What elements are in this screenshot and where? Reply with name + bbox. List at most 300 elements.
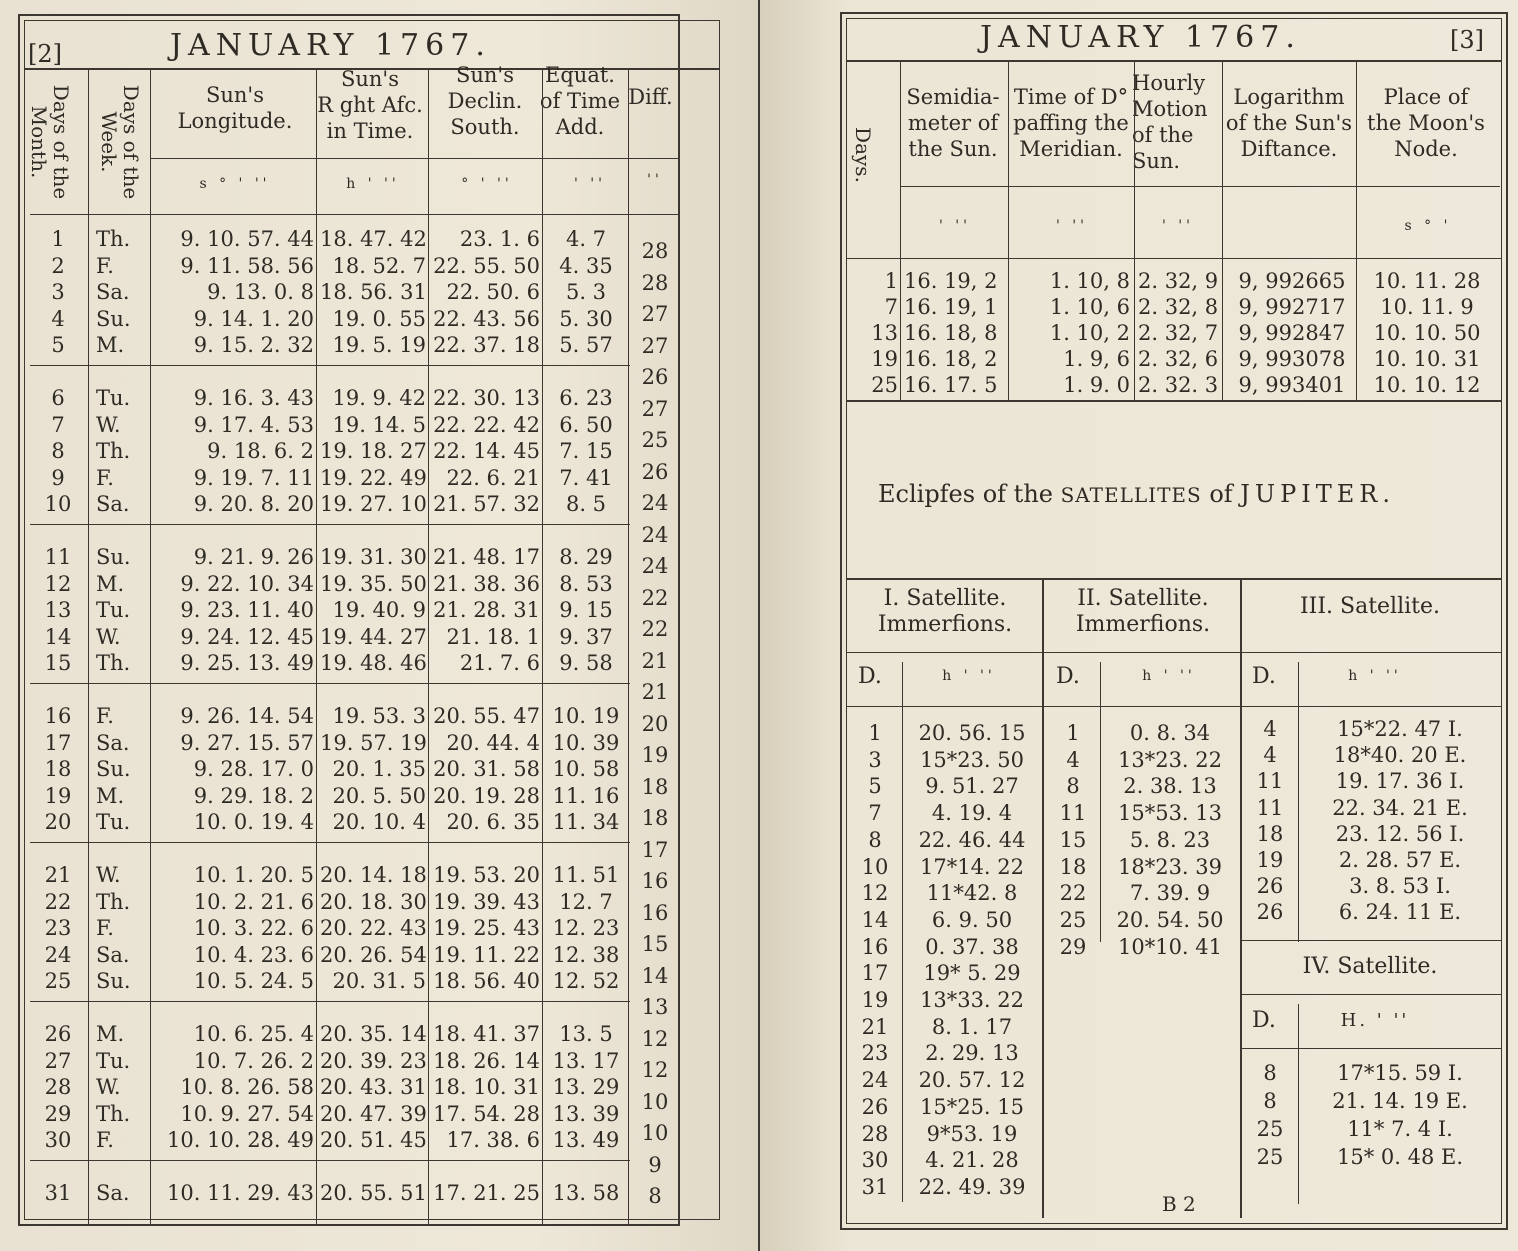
sat1-time: 9*53. 19 [926,1121,1018,1146]
right-col-rule-1 [900,60,901,400]
sun-declination: 20. 19. 28 [433,783,540,808]
sat1-day: 5 [868,774,882,799]
sat3-time: 3. 8. 53 I. [1349,874,1451,899]
sat1-d-rule [902,662,903,1202]
sat3-time: 22. 34. 21 E. [1332,795,1468,820]
sat3-time: 23. 12. 56 I. [1335,821,1465,846]
sun-right-ascension: 19. 40. 9 [332,598,426,623]
unit-semidiameter: ' '' [939,218,971,234]
equation-of-time: 4. 35 [559,253,613,278]
left-group-rule [30,683,630,684]
sat2-day: 8 [1066,774,1080,799]
sun-declination: 19. 39. 43 [433,889,540,914]
sat4-day: 8 [1263,1089,1277,1113]
diff-value: 27 [641,302,669,326]
day-of-week: Th. [96,651,131,676]
sat1-time: 8. 1. 17 [931,1014,1013,1039]
sat3-time: 15*22. 47 I. [1337,717,1463,741]
sat1-day: 3 [868,747,882,772]
right-header-rule [846,60,1502,62]
day-of-week: M. [96,571,125,596]
diff-value: 18 [641,806,669,830]
diff-value: 28 [641,270,669,295]
day-of-month: 27 [44,1048,72,1073]
sun-right-ascension: 18. 47. 42 [320,227,427,251]
day-of-month: 18 [44,757,72,782]
diff-value: 17 [641,837,669,862]
sat1-time: 4. 21. 28 [925,1148,1019,1173]
sat1-day: 12 [861,881,889,906]
sun-right-ascension: 20. 35. 14 [320,1022,427,1046]
diff-value: 26 [641,459,669,484]
sun-longitude: 9. 22. 10. 34 [180,571,314,596]
col-header-diff: Diff. [628,85,673,109]
day-of-week: F. [96,916,114,941]
sun-longitude: 9. 27. 15. 57 [180,730,314,755]
sat1-time: 2. 29. 13 [925,1041,1019,1066]
equation-of-time: 5. 3 [565,280,607,305]
diff-value: 24 [641,554,669,578]
sat2-time: 2. 38. 13 [1123,774,1217,799]
equation-of-time: 13. 58 [552,1181,620,1205]
sat3-day: 26 [1256,900,1284,925]
sun-declination: 20. 55. 47 [433,704,540,728]
diff-value: 15 [641,932,669,956]
day-of-week: Sa. [96,730,130,755]
sat2-day: 1 [1066,721,1080,745]
sun-declination: 18. 41. 37 [433,1022,540,1046]
sat1-time: 9. 51. 27 [925,774,1019,799]
day-of-month: 29 [44,1101,72,1126]
day-of-week: F. [96,465,114,490]
sun-longitude: 10. 4. 23. 6 [193,942,314,967]
moon-node-value: 10. 10. 31 [1373,347,1481,371]
moon-node-value: 10. 11. 28 [1373,269,1481,293]
sun-right-ascension: 20. 31. 5 [332,969,426,994]
left-body-top-rule [30,214,680,215]
unit-equat: ' '' [574,176,606,192]
days-value: 1 [884,269,898,293]
sun-longitude: 9. 23. 11. 40 [180,598,314,623]
sun-right-ascension: 20. 14. 18 [320,863,427,887]
time-passing-value: 1. 10, 8 [1049,269,1130,293]
sun-longitude: 10. 0. 19. 4 [193,810,314,835]
sun-longitude: 10. 8. 26. 58 [180,1075,314,1100]
sun-declination: 18. 10. 31 [433,1075,540,1100]
sat1-day: 14 [861,907,889,932]
sat-rule-1 [1042,578,1044,1218]
day-of-month: 5 [51,333,65,358]
diff-value: 16 [641,869,669,893]
unit-declin: ° ' '' [461,176,513,192]
sun-right-ascension: 19. 18. 27 [320,439,427,464]
diff-value: 19 [641,743,669,767]
sat3-time: 6. 24. 11 E. [1338,900,1462,925]
left-col-rule-2 [150,68,151,1224]
unit-longitude: s ° ' '' [199,176,271,192]
right-col-rule-5 [1356,60,1357,400]
sat3-day: 4 [1263,743,1277,768]
sat1-time: 4. 19. 4 [931,801,1013,826]
equation-of-time: 12. 7 [559,889,613,914]
sat3-time: 2. 28. 57 E. [1338,848,1462,872]
equation-of-time: 13. 49 [552,1128,620,1153]
sun-declination: 21. 48. 17 [433,545,540,569]
sun-right-ascension: 20. 1. 35 [332,757,426,782]
sun-longitude: 9. 29. 18. 2 [193,783,314,808]
day-of-week: W. [96,624,121,649]
sat1-day: 23 [861,1041,889,1066]
sat4-units-rule [1240,1048,1502,1049]
sat3-unit: h ' '' [1348,668,1402,684]
logarithm-value: 9, 992717 [1238,295,1346,319]
hourly-motion-value: 2. 32. 3 [1138,373,1219,397]
sat1-title: I. Satellite. Immerfions. [877,586,1013,637]
day-of-week: F. [96,1128,114,1153]
sat1-day: 31 [861,1174,889,1199]
sun-declination: 22. 37. 18 [433,333,540,358]
sat4-time: 15* 0. 48 E. [1336,1145,1463,1169]
day-of-week: Tu. [96,810,131,835]
equation-of-time: 11. 34 [552,810,620,835]
logarithm-value: 9, 992847 [1238,321,1346,345]
time-passing-value: 1. 9. 0 [1063,373,1130,397]
unit-right-asc: h ' '' [346,176,400,192]
sun-right-ascension: 19. 0. 55 [332,306,426,331]
sat2-time: 18*23. 39 [1117,854,1222,879]
day-of-week: F. [96,704,114,728]
sun-right-ascension: 20. 55. 51 [320,1181,427,1205]
sat3-title: III. Satellite. [1299,594,1441,619]
diff-value: 9 [648,1152,662,1177]
sun-longitude: 10. 3. 22. 6 [193,916,314,941]
day-of-month: 19 [44,783,72,808]
equation-of-time: 9. 58 [559,651,613,676]
right-col-rule-3 [1134,60,1135,400]
sat1-time: 11*42. 8 [926,881,1018,906]
sat1-d-label: D. [858,664,882,689]
col-header-equat: Equat. of Time Add. [539,63,621,139]
equation-of-time: 13. 39 [552,1101,620,1126]
sun-longitude: 9. 15. 2. 32 [193,333,314,358]
sun-right-ascension: 19. 44. 27 [320,624,427,649]
sun-right-ascension: 20. 47. 39 [320,1101,427,1126]
sat1-day: 7 [868,801,882,826]
sat2-day: 15 [1059,827,1087,852]
day-of-month: 1 [51,227,65,251]
sun-declination: 22. 22. 42 [433,412,540,437]
logarithm-value: 9, 993401 [1238,373,1346,397]
day-of-month: 8 [51,439,65,464]
equation-of-time: 7. 41 [559,465,613,490]
unit-hourly: ' '' [1162,218,1194,234]
equation-of-time: 10. 39 [552,730,620,755]
sat2-day: 4 [1066,747,1080,772]
diff-value: 21 [641,648,669,673]
day-of-month: 15 [44,651,72,676]
day-of-week: Th. [96,439,131,464]
sun-longitude: 9. 17. 4. 53 [193,412,314,437]
sun-right-ascension: 18. 56. 31 [320,280,427,305]
hourly-motion-value: 2. 32, 6 [1138,347,1219,371]
sat4-day: 25 [1256,1117,1284,1141]
diff-value: 18 [641,774,669,799]
day-of-month: 2 [51,253,65,278]
hourly-motion-value: 2. 32, 8 [1138,295,1219,319]
sat3-time: 19. 17. 36 I. [1335,769,1465,794]
left-page-number: [2] [28,40,62,68]
day-of-week: F. [96,253,114,278]
day-of-month: 25 [44,969,72,994]
logarithm-value: 9, 992665 [1238,269,1346,293]
sat2-time: 20. 54. 50 [1116,907,1224,932]
semidiameter-value: 16. 19, 2 [904,269,998,293]
sat2-day: 22 [1059,881,1087,906]
left-col-rule-5 [542,68,543,1224]
day-of-week: Th. [96,1101,131,1126]
sat1-unit: h ' '' [942,668,996,684]
diff-value: 25 [641,428,669,452]
time-passing-value: 1. 10, 2 [1049,321,1130,345]
equation-of-time: 12. 52 [552,969,620,994]
sat4-top-rule [1240,940,1502,941]
right-page-number: [3] [1450,26,1484,54]
day-of-week: Su. [96,545,131,569]
day-of-week: M. [96,333,125,358]
sat1-day: 30 [861,1148,889,1173]
day-of-month: 28 [44,1075,72,1100]
equation-of-time: 8. 5 [565,492,607,517]
diff-value: 24 [641,491,669,515]
left-col-rule-1 [88,68,89,1224]
day-of-month: 13 [44,598,72,623]
sat1-time: 20. 57. 12 [918,1068,1026,1093]
col-header-logarithm: Logarithm of the Sun's Diftance. [1225,85,1353,161]
left-group-rule [30,365,630,366]
equation-of-time: 13. 29 [552,1075,620,1100]
sun-declination: 20. 44. 4 [446,730,540,755]
sat2-unit: h ' '' [1142,668,1196,684]
day-of-week: W. [96,1075,121,1100]
sat2-time: 10*10. 41 [1117,934,1222,959]
day-of-month: 30 [44,1128,72,1153]
sun-longitude: 9. 16. 3. 43 [193,386,314,410]
left-col-rule-3 [316,68,317,1224]
sun-longitude: 10. 6. 25. 4 [193,1022,314,1046]
sun-right-ascension: 19. 14. 5 [332,412,426,437]
sun-longitude: 9. 18. 6. 2 [207,439,314,464]
unit-moon-node: s ° ' [1404,218,1452,234]
col-header-right-asc: Sun's R ght Afc. in Time. [317,67,423,143]
left-col-rule-4 [428,68,429,1224]
unit-time-passing: ' '' [1056,218,1088,234]
sun-right-ascension: 19. 27. 10 [320,492,427,517]
day-of-week: Th. [96,227,131,251]
sun-longitude: 9. 24. 12. 45 [180,624,314,649]
diff-value: 8 [648,1184,662,1208]
equation-of-time: 9. 15 [559,598,613,623]
right-body-top-rule [846,258,1502,259]
col-header-declin: Sun's Declin. South. [447,63,523,139]
sun-longitude: 9. 14. 1. 20 [193,306,314,331]
sat1-day: 19 [861,988,889,1012]
right-page [760,0,1518,1251]
days-value: 25 [871,373,898,397]
sun-declination: 19. 53. 20 [433,863,540,887]
sat1-day: 1 [868,721,882,745]
sat2-time: 15*53. 13 [1117,801,1222,826]
hourly-motion-value: 2. 32, 7 [1138,321,1219,345]
equation-of-time: 13. 5 [559,1022,613,1046]
right-col-rule-2 [1008,60,1009,400]
sun-longitude: 9. 25. 13. 49 [180,651,314,676]
sat1-time: 15*25. 15 [919,1094,1024,1119]
equation-of-time: 6. 23 [559,386,613,410]
sun-right-ascension: 19. 5. 19 [332,333,426,358]
equation-of-time: 7. 15 [559,439,613,464]
day-of-month: 26 [44,1022,72,1046]
diff-value: 14 [641,963,669,988]
left-units-rule [150,158,680,159]
day-of-week: Sa. [96,942,130,967]
sun-longitude: 10. 5. 24. 5 [193,969,314,994]
logarithm-value: 9, 993078 [1238,347,1346,371]
sun-right-ascension: 20. 39. 23 [320,1048,427,1073]
diff-value: 21 [641,680,669,704]
moon-node-value: 10. 10. 12 [1373,373,1481,397]
sat1-day: 8 [868,827,882,852]
col-header-semidiameter: Semidia- meter of the Sun. [906,85,1000,161]
diff-value: 27 [641,396,669,421]
sun-right-ascension: 20. 22. 43 [320,916,427,941]
sun-declination: 21. 57. 32 [433,492,540,517]
left-group-rule [30,1001,630,1002]
sat1-time: 6. 9. 50 [931,907,1013,932]
day-of-week: Tu. [96,1048,131,1073]
sat3-d-rule [1298,662,1299,942]
sun-right-ascension: 19. 48. 46 [320,651,427,676]
eclipses-title-jupiter: JUPITER. [1240,480,1395,508]
sat1-time: 0. 37. 38 [925,934,1019,959]
sun-right-ascension: 20. 18. 30 [320,889,427,914]
diff-value: 24 [641,522,669,547]
eclipses-title-pre: Eclipfes of the [878,480,1061,508]
eclipses-title-satellites: SATELLITES [1060,483,1202,507]
right-body-bottom-rule [846,400,1502,402]
time-passing-value: 1. 10, 6 [1049,295,1130,319]
sun-longitude: 10. 1. 20. 5 [193,863,314,887]
sun-declination: 22. 55. 50 [433,253,540,278]
sun-declination: 22. 50. 6 [446,280,540,305]
sat2-time: 0. 8. 34 [1129,721,1211,745]
diff-value: 10 [641,1089,669,1114]
sun-right-ascension: 19. 9. 42 [332,386,426,410]
day-of-week: Tu. [96,598,131,623]
sun-longitude: 9. 11. 58. 56 [180,253,314,278]
sat3-day: 26 [1256,874,1284,899]
sun-right-ascension: 19. 53. 3 [332,704,426,728]
right-header [980,20,1301,55]
sat2-d-rule [1100,662,1101,942]
sat2-time: 13*23. 22 [1117,747,1222,772]
day-of-month: 17 [44,730,72,755]
sun-declination: 22. 43. 56 [433,306,540,331]
sun-longitude: 9. 10. 57. 44 [180,227,314,251]
day-of-month: 24 [44,942,72,967]
signature-mark: B 2 [1162,1192,1196,1216]
sun-declination: 22. 30. 13 [433,386,540,410]
day-of-week: Su. [96,969,131,994]
semidiameter-value: 16. 17. 5 [904,373,998,397]
sun-right-ascension: 20. 51. 45 [320,1128,427,1153]
sat1-day: 24 [861,1068,889,1093]
left-header-text: JANUARY 1767. [170,28,491,63]
equation-of-time: 6. 50 [559,412,613,437]
left-page [0,0,758,1251]
col-header-hourly: Hourly Motion of the Sun. [1132,71,1208,173]
days-value: 19 [871,347,898,371]
eclipses-title [878,480,1395,508]
sun-longitude: 10. 11. 29. 43 [167,1181,314,1205]
day-of-month: 9 [51,465,65,490]
day-of-month: 3 [51,280,65,305]
day-of-month: 11 [44,545,72,569]
sun-declination: 21. 28. 31 [433,598,540,623]
sat2-day: 29 [1059,934,1087,959]
sat4-day: 8 [1263,1061,1277,1085]
equation-of-time: 13. 17 [552,1048,620,1073]
day-of-month: 14 [44,624,72,649]
sun-declination: 18. 56. 40 [433,969,540,994]
sun-longitude: 10. 7. 26. 2 [193,1048,314,1073]
diff-value: 10 [641,1121,669,1145]
diff-value: 16 [641,900,669,925]
sun-longitude: 9. 13. 0. 8 [207,280,314,305]
sun-longitude: 9. 20. 8. 20 [193,492,314,517]
sat2-time: 5. 8. 23 [1129,827,1211,852]
equation-of-time: 9. 37 [559,624,613,649]
col-header-days-week: Days of the Week. [97,84,143,200]
sat4-day: 25 [1256,1145,1284,1169]
diff-value: 13 [641,995,669,1019]
day-of-week: Sa. [96,280,130,305]
unit-diff: '' [647,172,663,188]
day-of-week: Th. [96,889,131,914]
col-header-days: Days. [851,127,875,183]
moon-node-value: 10. 11. 9 [1380,295,1474,319]
sun-longitude: 10. 10. 28. 49 [167,1128,314,1153]
sat3-day: 18 [1256,821,1284,846]
equation-of-time: 4. 7 [565,227,607,251]
col-header-days-month: Days of the Month. [27,84,73,200]
day-of-week: Sa. [96,492,130,517]
sat1-time: 19* 5. 29 [923,961,1021,986]
diff-value: 12 [641,1058,669,1082]
diff-value: 20 [641,711,669,736]
diff-value: 12 [641,1026,669,1051]
sun-declination: 19. 11. 22 [433,942,540,967]
diff-value: 22 [641,585,669,610]
day-of-month: 10 [44,492,72,517]
sat4-d-rule [1298,1004,1299,1204]
left-col-rule-6 [628,68,629,1224]
equation-of-time: 11. 51 [552,863,620,887]
sat1-time: 20. 56. 15 [918,721,1026,745]
sun-declination: 21. 18. 1 [446,624,540,649]
moon-node-value: 10. 10. 50 [1373,321,1481,345]
diff-value: 27 [641,333,669,358]
sat3-day: 11 [1256,769,1284,794]
